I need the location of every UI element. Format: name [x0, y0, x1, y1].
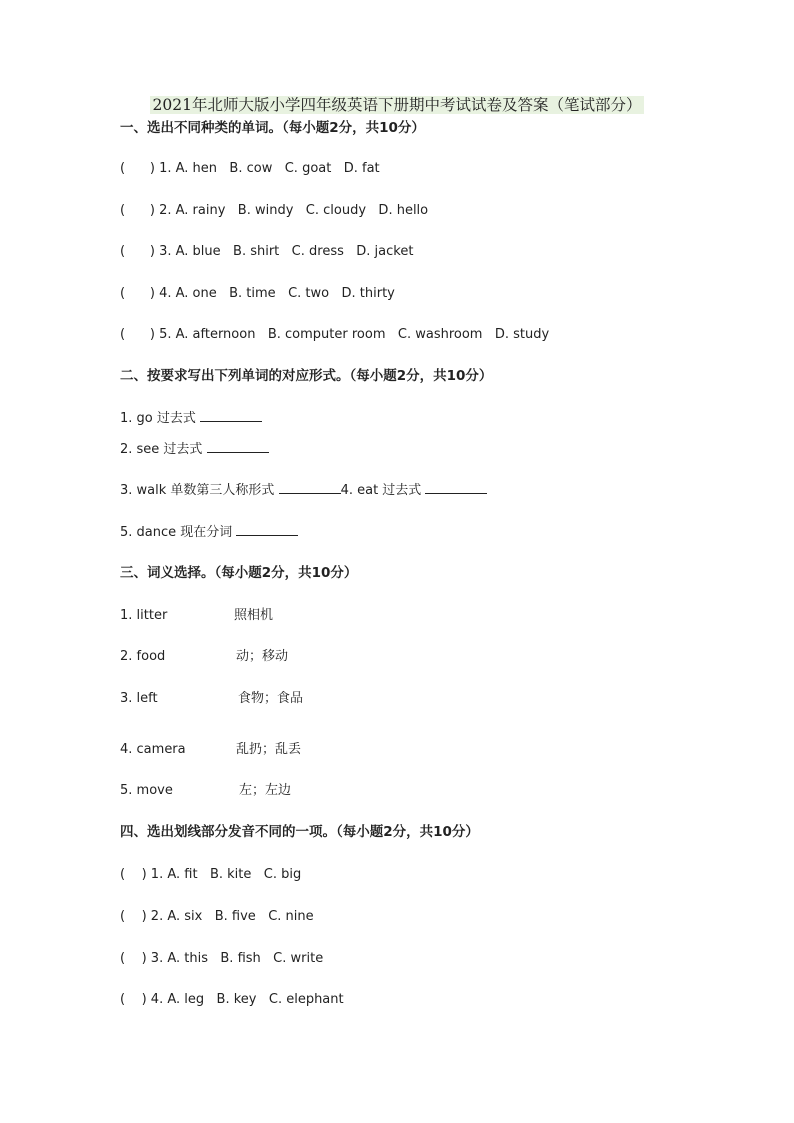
section3-meaning-3: 食物；食品 — [238, 691, 304, 706]
section2-question-5 — [120, 523, 298, 542]
answer-blank — [425, 481, 487, 494]
section1-question-4: ( ) 4. A. one B. time C. two D. thirty — [120, 286, 395, 301]
section3-meaning-1: 照相机 — [234, 608, 274, 623]
section4-question-4: ( ) 4. A. leg B. key C. elephant — [120, 992, 344, 1007]
section3-meaning-2: 动；移动 — [236, 649, 289, 664]
section3-word-2: 2. food — [120, 649, 166, 664]
answer-blank — [200, 409, 262, 422]
section3-word-4: 4. camera — [120, 742, 186, 757]
section1-question-5: ( ) 5. A. afternoon B. computer room C. washroom D. study — [120, 327, 550, 342]
section2-question-3-4 — [120, 481, 487, 500]
section2-question-1-text: 1. go 过去式 — [120, 411, 196, 426]
section4-question-1: ( ) 1. A. fit B. kite C. big — [120, 867, 302, 882]
section3-meaning-5: 左；左边 — [239, 783, 292, 798]
section2-question-2 — [120, 440, 269, 459]
section1-question-2: ( ) 2. A. rainy B. windy C. cloudy D. hello — [120, 203, 429, 218]
section3-word-3: 3. left — [120, 691, 158, 706]
section4-heading: 四、选出划线部分发音不同的一项。（每小题2分，共10分） — [120, 824, 479, 840]
section4-question-2: ( ) 2. A. six B. five C. nine — [120, 909, 314, 924]
section1-question-1: ( ) 1. A. hen B. cow C. goat D. fat — [120, 161, 380, 176]
section2-heading: 二、按要求写出下列单词的对应形式。（每小题2分，共10分） — [120, 368, 493, 384]
answer-blank — [207, 440, 269, 453]
section2-question-5-text: 5. dance 现在分词 — [120, 525, 233, 540]
document-title-text: 2021年北师大版小学四年级英语下册期中考试试卷及答案（笔试部分） — [150, 96, 645, 114]
section1-question-3: ( ) 3. A. blue B. shirt C. dress D. jacket — [120, 244, 414, 259]
section3-word-1: 1. litter — [120, 608, 168, 623]
section2-question-4-text: 4. eat 过去式 — [340, 483, 422, 498]
document-title — [0, 94, 794, 116]
section2-question-2-text: 2. see 过去式 — [120, 442, 203, 457]
section1-heading: 一、选出不同种类的单词。（每小题2分，共10分） — [120, 120, 425, 136]
section2-question-1 — [120, 409, 262, 428]
section3-heading: 三、词义选择。（每小题2分，共10分） — [120, 565, 358, 581]
answer-blank — [236, 523, 298, 536]
answer-blank — [279, 481, 341, 494]
section3-meaning-4: 乱扔；乱丢 — [236, 742, 302, 757]
section3-word-5: 5. move — [120, 783, 173, 798]
section2-question-3-text: 3. walk 单数第三人称形式 — [120, 483, 275, 498]
section4-question-3: ( ) 3. A. this B. fish C. write — [120, 951, 324, 966]
